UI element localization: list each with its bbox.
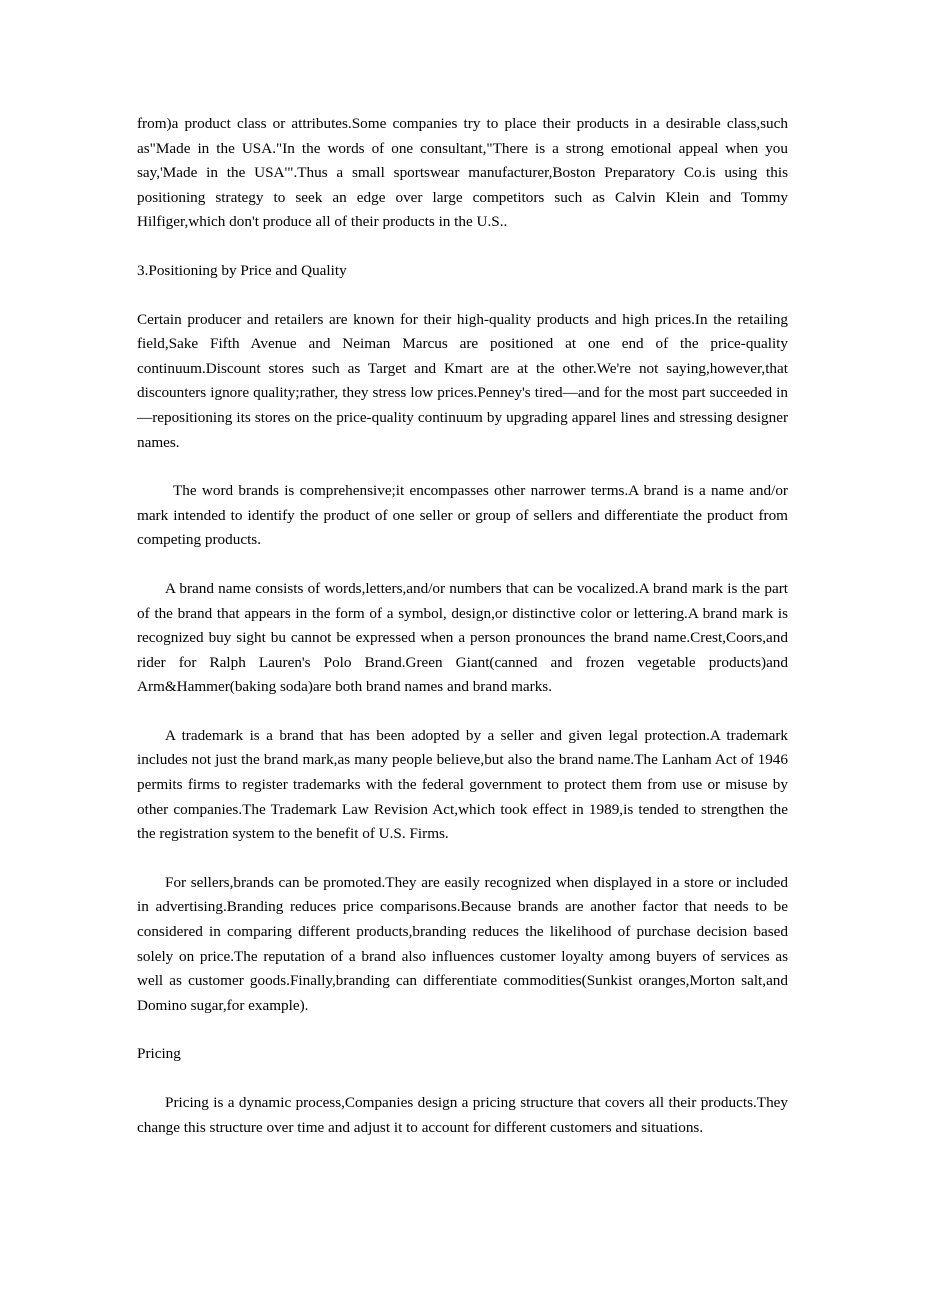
- paragraph-brands-definition: The word brands is comprehensive;it encompasses other narrower terms.A brand is a name and/or mark intended to identify the product of one seller or group of sellers and differentiate the product from competing products.: [137, 482, 788, 549]
- paragraph-spacer: [137, 700, 788, 724]
- paragraph-pricing: Pricing is a dynamic process,Companies design a pricing structure that covers all their products.They change this structure over time and adjust it to account for different customers and situations.: [137, 1094, 788, 1136]
- paragraph-spacer: [137, 847, 788, 871]
- heading-positioning-price-quality: 3.Positioning by Price and Quality: [137, 261, 347, 279]
- paragraph-spacer: [137, 1018, 788, 1042]
- heading-pricing: Pricing: [137, 1045, 181, 1063]
- document-body: [137, 112, 788, 1140]
- paragraph-spacer: [137, 1067, 788, 1091]
- paragraph-spacer: [137, 455, 788, 479]
- paragraph-positioning-class: from)a product class or attributes.Some companies try to place their products in a desirable class,such as"Made in the USA."In the words of one consultant,"There is a strong emotional appeal when you say,'Made in the USA'".Thus a small sportswear manufacturer,Boston Preparatory Co.is using this positioning strategy to seek an edge over large competitors such as Calvin Klein and Tommy Hilfiger,which don't produce all of their products in the U.S..: [137, 115, 788, 231]
- paragraph-sellers-brands: For sellers,brands can be promoted.They are easily recognized when displayed in a store or included in advertising.Branding reduces price comparisons.Because brands are another factor that needs to be considered in comparing different products,branding reduces the likelihood of purchase decision based solely on price.The reputation of a brand also influences customer loyalty among buyers of services as well as customer goods.Finally,branding can differentiate commodities(Sunkist oranges,Morton salt,and Domino sugar,for example).: [137, 873, 788, 1014]
- paragraph-spacer: [137, 553, 788, 577]
- paragraph-price-quality: Certain producer and retailers are known for their high-quality products and high prices.In the retailing field,Sake Fifth Avenue and Neiman Marcus are positioned at one end of the price-quality continuum.Discount stores such as Target and Kmart are at the other.We're not saying,however,that discounters ignore quality;rather, they stress low prices.Penney's tired—and for the most part succeeded in—repositioning its stores on the price-quality continuum by upgrading apparel lines and stressing designer names.: [137, 310, 788, 451]
- paragraph-spacer: [137, 235, 788, 259]
- paragraph-spacer: [137, 284, 788, 308]
- paragraph-brand-name: A brand name consists of words,letters,and/or numbers that can be vocalized.A brand mark is the part of the brand that appears in the form of a symbol, design,or distinctive color or lettering.A brand mark is recognized buy sight bu cannot be expressed when a person pronounces the brand name.Crest,Coors,and rider for Ralph Lauren's Polo Brand.Green Giant(canned and frozen vegetable products)and Arm&Hammer(baking soda)are both brand names and brand marks.: [137, 579, 788, 696]
- paragraph-trademark: A trademark is a brand that has been adopted by a seller and given legal protection.A trademark includes not just the brand mark,as many people believe,but also the brand name.The Lanham Act of 1946 permits firms to register trademarks with the federal government to protect them from use or misuse by other companies.The Trademark Law Revision Act,which took effect in 1989,is tended to strengthen the the registration system to the benefit of U.S. Firms.: [137, 726, 788, 843]
